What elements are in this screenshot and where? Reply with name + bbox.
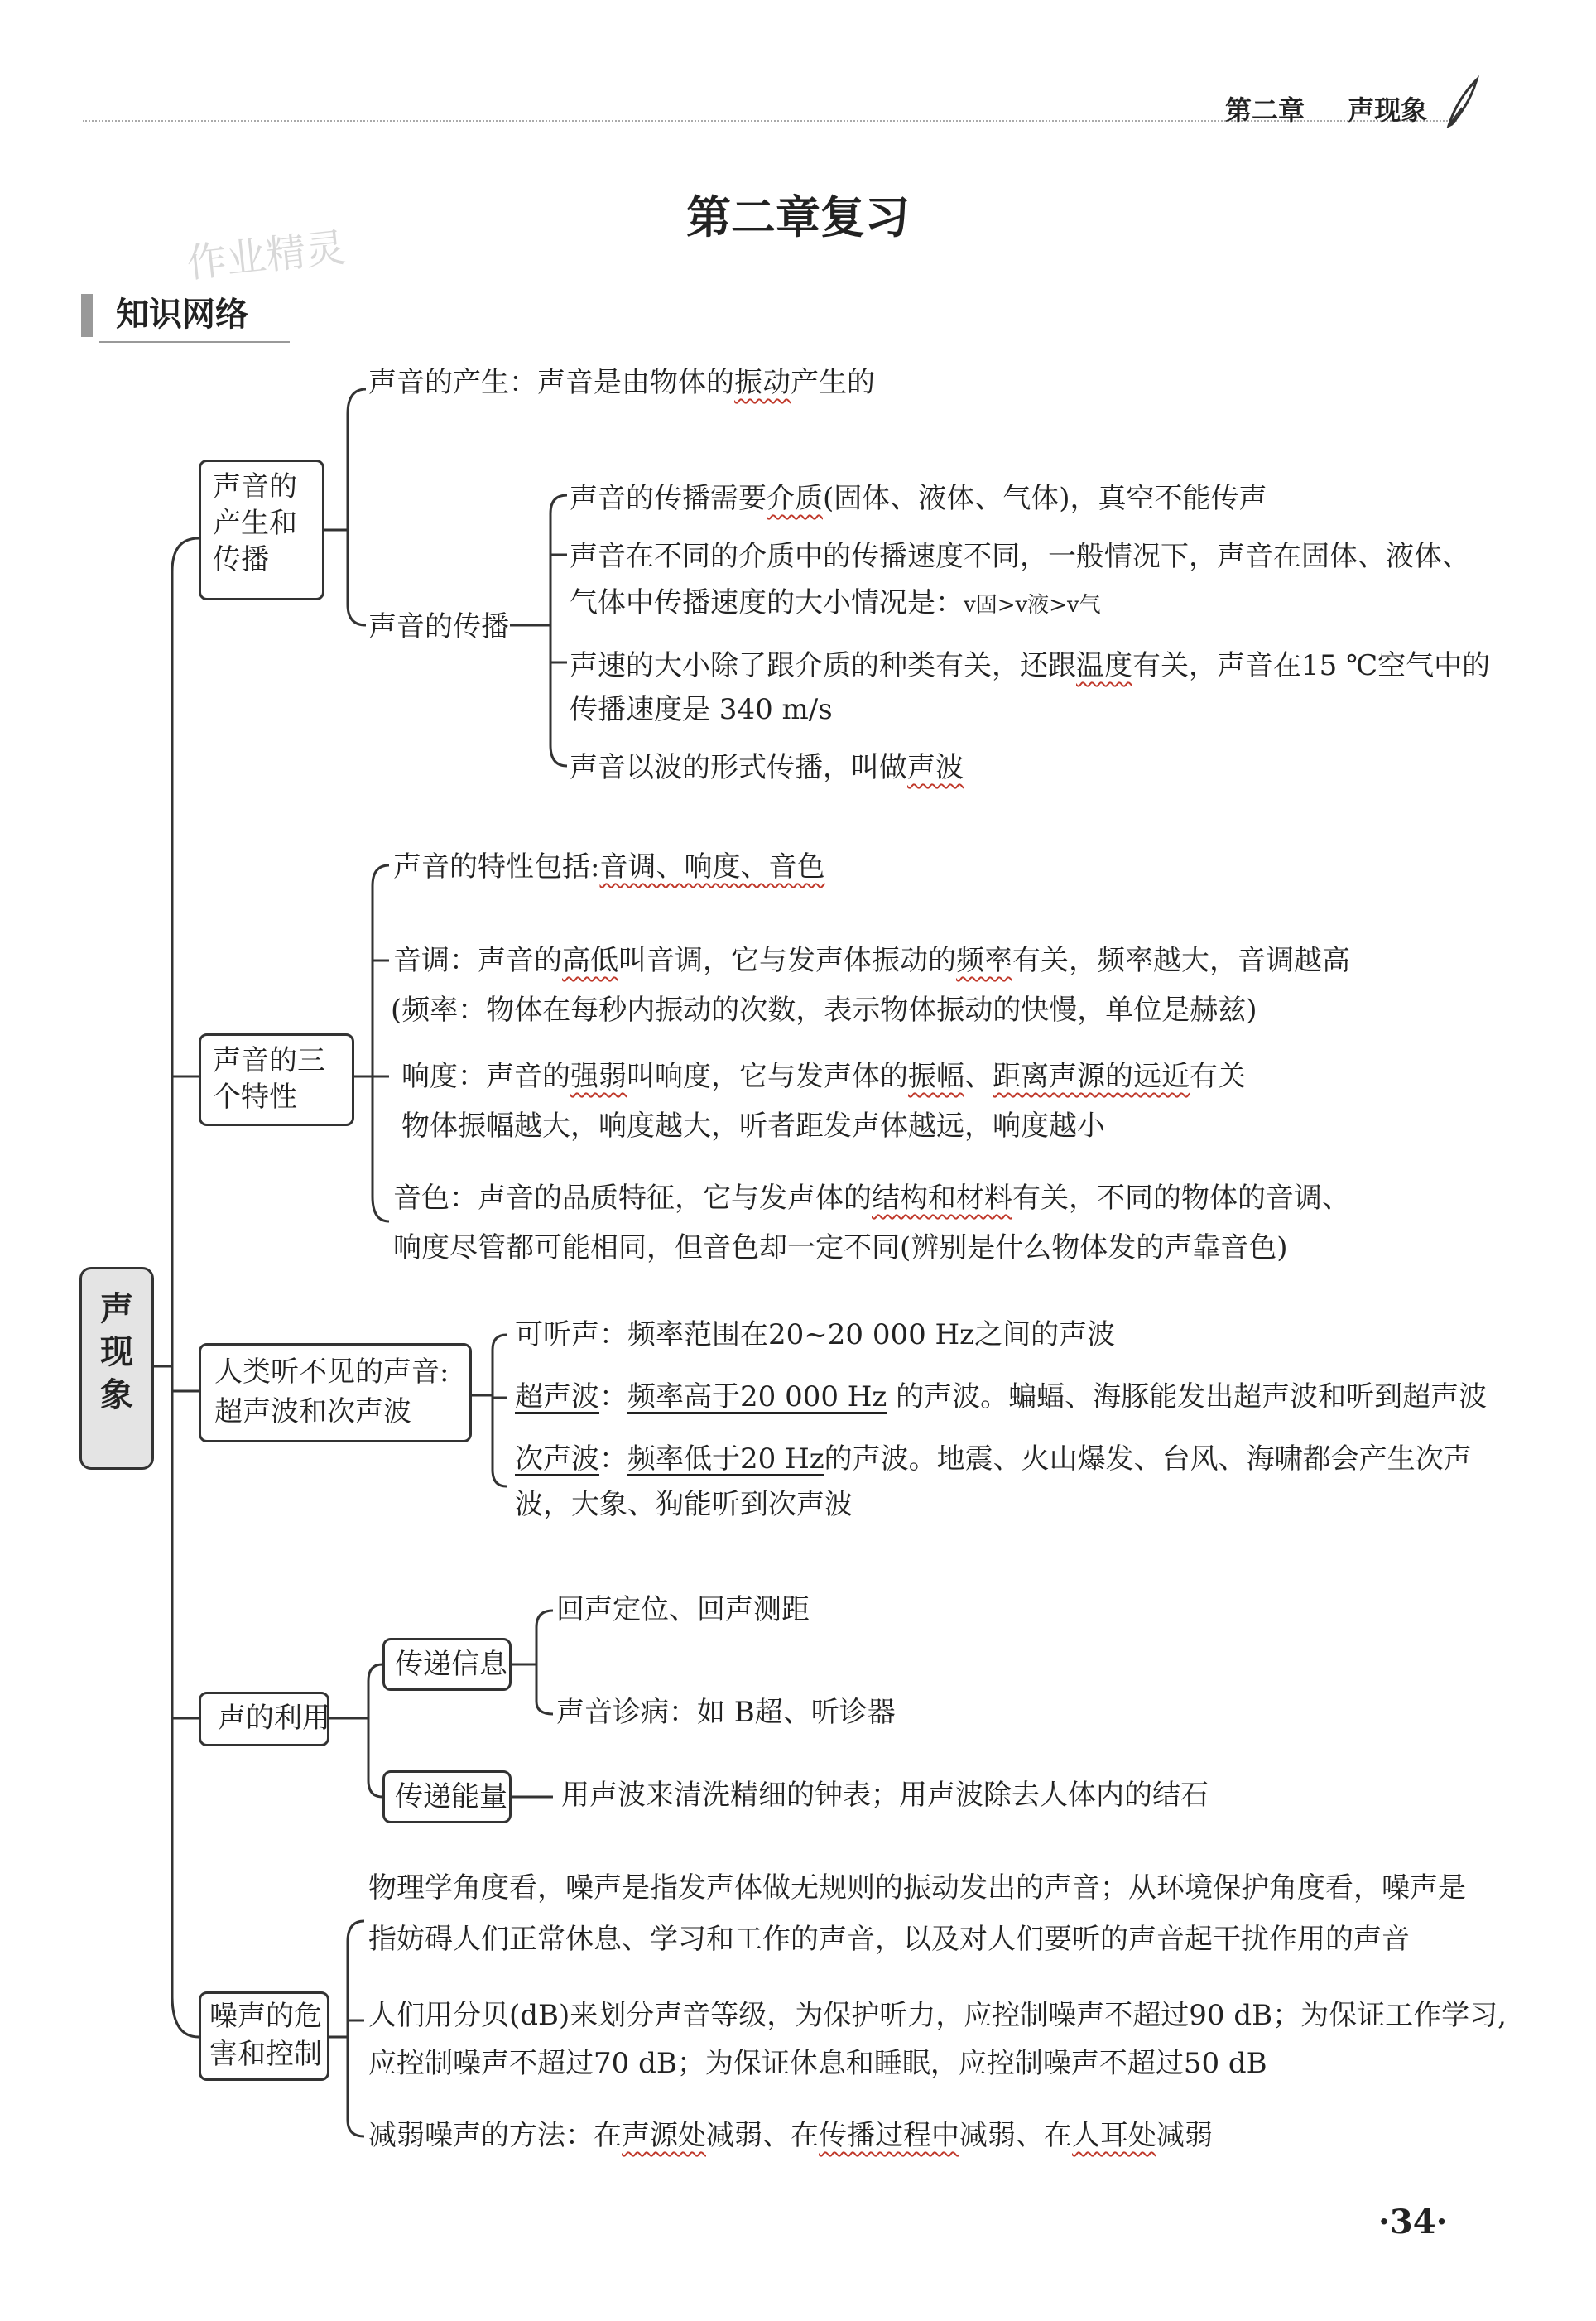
root-node (79, 1267, 154, 1470)
production-text (368, 364, 875, 401)
ultra-key: 超声波 (515, 1380, 599, 1413)
temp-post: 有关，声音在15 ℃空气中的 (1132, 649, 1491, 682)
speed-line2-text: 气体中传播速度的大小情况是： (570, 586, 964, 619)
loudness-mid2: 、 (964, 1060, 993, 1093)
watermark: 作业精灵 (185, 224, 348, 287)
branch4-label: 声的利用 (218, 1702, 330, 1735)
loudness-key3: 距离声源的远近 (993, 1060, 1190, 1093)
temp-line2: 传播速度是 340 m/s (570, 693, 833, 726)
pitch-mid: 叫音调，它与发声体振动的 (618, 944, 956, 977)
loudness-text (401, 1058, 1246, 1095)
wave-key: 声波 (907, 751, 964, 784)
medium-text (570, 480, 1267, 517)
branch1-label: 声音的产生和传播 (213, 470, 297, 576)
methods-k2: 传播过程中 (819, 2119, 959, 2152)
branch-production-propagation (199, 460, 324, 600)
info-transfer-node (382, 1638, 512, 1691)
infra-key2: 频率低于20 Hz (627, 1442, 824, 1476)
frequency-text: (频率：物体在每秒内振动的次数，表示物体振动的快慢，单位是赫兹) (391, 994, 1257, 1027)
methods-pre: 减弱噪声的方法：在 (368, 2119, 622, 2152)
pitch-key1: 高低 (562, 944, 618, 977)
branch3-label-line1: 人类听不见的声音: (214, 1356, 449, 1389)
medium-post: (固体、液体、气体)，真空不能传声 (823, 482, 1267, 515)
medium-key: 介质 (767, 482, 823, 515)
temp-line1 (570, 648, 1490, 684)
speed-line1: 声音在不同的介质中的传播速度不同，一般情况下，声音在固体、液体、 (570, 540, 1470, 573)
medium-pre: 声音的传播需要 (570, 482, 767, 515)
energy-item: 用声波来清洗精细的钟表；用声波除去人体内的结石 (561, 1779, 1209, 1812)
info-label: 传递信息 (395, 1648, 507, 1681)
pitch-pre: 音调：声音的 (393, 944, 562, 977)
infra-post: 的声波。地震、火山爆发、台风、海啸都会产生次声 (824, 1442, 1472, 1476)
wave-pre: 声音以波的形式传播，叫做 (570, 751, 907, 784)
info-item-1: 回声定位、回声测距 (556, 1593, 810, 1626)
temp-pre: 声速的大小除了跟介质的种类有关，还跟 (570, 649, 1076, 682)
methods-k1: 声源处 (622, 2119, 706, 2152)
branch-noise (199, 1991, 329, 2081)
loudness-pre: 响度：声音的 (401, 1060, 570, 1093)
ultra-post: 的声波。蝙蝠、海豚能发出超声波和听到超声波 (887, 1380, 1488, 1413)
timbre-text2: 响度尽管都可能相同，但音色却一定不同(辨别是什么物体发的声靠音色) (393, 1231, 1288, 1264)
loudness-text2: 物体振幅越大，响度越大，听者距发声体越远，响度越小 (401, 1110, 1105, 1143)
infra-sep: ： (599, 1442, 627, 1476)
branch-characteristics (199, 1033, 354, 1126)
methods-k3: 人耳处 (1072, 2119, 1156, 2152)
pitch-key2: 频率 (956, 944, 1012, 977)
methods-m2: 减弱、在 (959, 2119, 1072, 2152)
energy-label: 传递能量 (395, 1780, 507, 1813)
section-title: 知识网络 (116, 296, 248, 334)
noise-methods (368, 2117, 1213, 2154)
timbre-post: 有关，不同的物体的音调、 (1012, 1182, 1350, 1215)
production-post: 产生的 (791, 366, 875, 399)
energy-transfer-node (382, 1770, 512, 1823)
wave-text (570, 749, 964, 786)
timbre-pre: 音色：声音的品质特征，它与发声体的 (393, 1182, 872, 1215)
branch3-label-line2: 超声波和次声波 (214, 1395, 411, 1428)
summary-key: 音调、响度、音色 (599, 850, 825, 884)
ultra-key2: 频率高于20 000 Hz (627, 1380, 887, 1413)
loudness-key1: 强弱 (570, 1060, 627, 1093)
methods-post: 减弱 (1156, 2119, 1213, 2152)
branch-inaudible (199, 1343, 472, 1442)
branch5-label-line2: 害和控制 (209, 2038, 322, 2071)
branch-utilization (199, 1692, 329, 1746)
page-number: ·34· (1378, 2203, 1448, 2242)
production-key: 振动 (734, 366, 791, 399)
timbre-text (393, 1180, 1350, 1216)
pitch-post: 有关，频率越大，音调越高 (1012, 944, 1350, 977)
temp-key: 温度 (1076, 649, 1132, 682)
noise-def1: 物理学角度看，噪声是指发声体做无规则的振动发出的声音；从环境保护角度看，噪声是 (368, 1871, 1466, 1904)
speed-relation: v固>v液>v气 (964, 593, 1101, 618)
production-pre: 声音的产生：声音是由物体的 (368, 366, 734, 399)
infrasound-text2: 波，大象、狗能听到次声波 (515, 1488, 853, 1521)
loudness-post: 有关 (1190, 1060, 1246, 1093)
page-title: 第二章复习 (686, 190, 910, 243)
root-label: 声现象 (100, 1289, 133, 1414)
header-chapter-title: 声现象 (1348, 94, 1428, 126)
infra-key: 次声波 (515, 1442, 599, 1476)
info-item-2: 声音诊病：如 B超、听诊器 (556, 1696, 896, 1729)
ultrasound-text (515, 1379, 1487, 1415)
pitch-text (393, 942, 1350, 979)
infrasound-text (515, 1441, 1472, 1477)
timbre-key: 结构和材料 (872, 1182, 1012, 1215)
noise-def2: 指妨碍人们正常休息、学习和工作的声音，以及对人们要听的声音起干扰作用的声音 (368, 1923, 1410, 1956)
propagation-label: 声音的传播 (368, 610, 509, 643)
loudness-key2: 振幅 (908, 1060, 964, 1093)
branch5-label-line1: 噪声的危 (209, 2000, 322, 2033)
summary-pre: 声音的特性包括: (393, 850, 600, 884)
loudness-mid1: 叫响度，它与发声体的 (627, 1060, 908, 1093)
noise-db1: 人们用分贝(dB)来划分声音等级，为保护听力，应控制噪声不超过90 dB；为保证工作学习, (368, 1999, 1507, 2032)
characteristics-summary (393, 849, 824, 885)
speed-line2 (570, 585, 1101, 624)
methods-m1: 减弱、在 (706, 2119, 819, 2152)
noise-db2: 应控制噪声不超过70 dB；为保证休息和睡眠，应控制噪声不超过50 dB (368, 2047, 1267, 2080)
branch2-label: 声音的三个特性 (213, 1044, 325, 1114)
header-chapter: 第二章 (1225, 94, 1305, 126)
ultra-sep: ： (599, 1380, 627, 1413)
audible-text: 可听声：频率范围在20~20 000 Hz之间的声波 (515, 1318, 1116, 1351)
